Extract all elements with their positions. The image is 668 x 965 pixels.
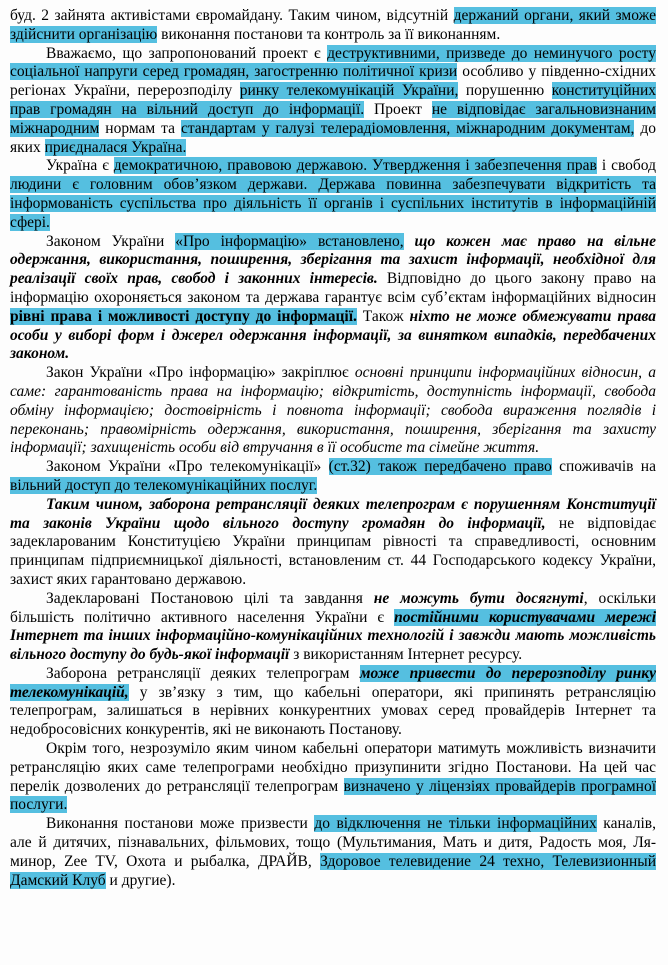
text-run: Проект (364, 100, 432, 118)
text-run (404, 233, 415, 250)
paragraph (10, 458, 656, 496)
text-run: до яких (10, 119, 656, 156)
highlighted-text-run: деструктивними, призведе до неминучого росту соціальної напруги серед громадян, загостренню політичної кризи (10, 44, 656, 81)
text-run: Заборона ретрансляції деяких телепрограм (46, 664, 360, 682)
text-run: і свобод (596, 157, 656, 175)
text-run: не відповідає задекларованим Конституцією України принципам рівності та справедливості, основним принципам підприємницької діяльності, встановленим ст. 44 Господарського кодексу України, захист яких гарантовано державою. (10, 514, 656, 588)
highlighted-text-run: приєдналася Україна. (44, 138, 187, 156)
paragraph (10, 364, 656, 458)
highlighted-text-run: не відповідає загальновизнаним міжнародним (10, 100, 656, 137)
highlighted-text-run: може привести до перерозподілу ринку телекомунікацій, (10, 664, 656, 701)
highlighted-text-run: стандартам у галузі телерадіомовлення, міжнародним документам, (180, 119, 635, 137)
paragraph (10, 740, 656, 815)
text-run: Україна є (46, 157, 114, 175)
paragraph (10, 45, 656, 158)
highlighted-text-run: держаний органи, який зможе здійснити організацію (10, 7, 656, 43)
highlighted-text-run: до відключення не тільки інформаційних (314, 815, 597, 833)
text-run: особливо у південно-східних регіонах України, перерозподілу (10, 63, 656, 100)
highlighted-text-run: конституційних прав громадян на вільний доступ до інформації. (10, 82, 656, 118)
text-run: нормам та (99, 119, 181, 137)
text-run: и другие). (105, 871, 176, 889)
highlighted-text-run: вільний доступ до телекомунікаційних послуг. (10, 476, 318, 494)
paragraph (10, 157, 656, 232)
text-run: буд. 2 зайнята активістами євромайдану. Таким чином, відсутній (10, 7, 454, 24)
paragraph (10, 815, 656, 890)
highlighted-text-run: демократичною, правовою державою. Утвердження і забезпечення прав (113, 157, 597, 175)
highlighted-text-run: рівні права і можливості доступу до інформації. (10, 307, 357, 325)
text-run: Законом України «Про телекомунікації» (46, 458, 329, 476)
highlighted-text-run: Здоровое телевидение 24 техно, Телевизионный Дамский Клуб (10, 852, 656, 889)
text-run: Законом України (46, 232, 176, 250)
text-run: Відповідно до цього закону право на інформацію охороняється законом та держава гарантує всім суб’єктам інформаційних відносин (10, 270, 656, 306)
text-run: Також (356, 307, 410, 325)
highlighted-text-run: людини є головним обов’язком держави. Держава повинна забезпечувати відкритість та інформованість суспільства про діяльність її органів і суспільних інститутів в інформаційній сфері. (10, 176, 656, 231)
highlighted-text-run: ринку телекомунікацій України, (239, 82, 459, 100)
text-run: основні принципи інформаційних відносин, а саме: гарантованість права на інформацію; відкритість, доступність інформації, свобода обміну інформацією; достовірність і повнота інформації; свобода вираження поглядів і переконань; правомірність одержання, використання, поширення, зберігання та захисту інформації; захищеність особи від втручання в її особисте та сімейне життя. (10, 364, 656, 457)
text-run: виконання постанови та контроль за її виконанням. (157, 25, 501, 43)
text-run: споживачів на (551, 458, 656, 476)
paragraph (10, 590, 656, 665)
text-run: Окрім того, незрозуміло яким чином кабельні оператори матимуть можливість визначити ретрансляцію яких саме телепрограми необхідно призупинити згідно Постанови. На цей час перелік дозволених до ретрансляції телепрограм (10, 740, 656, 795)
highlighted-text-run: постійними користувачами мережі (394, 608, 657, 626)
paragraph (10, 665, 656, 740)
text-run: Вважаємо, що запропонований проект є (46, 44, 328, 62)
paragraph (10, 7, 656, 45)
text-run: Виконання постанови може призвести (46, 815, 315, 833)
paragraph (10, 233, 656, 365)
document-body (10, 7, 656, 890)
text-run: Закон України «Про інформацію» закріплює (46, 364, 355, 382)
highlighted-text-run: визначено у ліцензіях провайдерів програмної послуги. (10, 777, 656, 814)
text-run: що кожен має право на вільне одержання, використання, поширення, зберігання та захист інформації, необхідної для реалізації своїх прав, свобод і законних інтересів. (10, 232, 656, 288)
text-run: не можуть бути досягнуті (373, 589, 584, 607)
text-run: ніхто не може обмежувати права особи у виборі форм і джерел одержання інформації, за винятком випадків, передбачених законом. (10, 307, 657, 363)
highlighted-text-run: «Про інформацію» встановлено, (175, 232, 404, 250)
text-run: з використанням Інтернет ресурсу. (289, 646, 523, 664)
highlighted-text-run: (ст.32) також передбачено право (328, 458, 552, 476)
paragraph (10, 496, 656, 590)
text-run: Таким чином, заборона ретрансляції деяких телепрограм є порушенням Конституції та законів України щодо вільного доступу громадян до інформації, (10, 495, 656, 532)
text-run: каналів, але й дитячих, пізнавальних, фільмових, тощо (Мультимания, Мать и дитя, Радость моя, Ля-минор, Zee TV, Охота и рыбалка, ДРАЙВ, (10, 815, 656, 870)
text-run: порушенню (458, 82, 552, 100)
text-run: Інтернет та інших інформаційно-комунікаційних технологій і завжди мають можливість вільного доступу до будь-якої інформації (10, 627, 656, 664)
text-run: , оскільки більшість політично активного населення України є (10, 589, 656, 626)
text-run: Задекларовані Постановою цілі та завдання (46, 589, 374, 607)
text-run: у зв’язку з тим, що кабельні оператори, які припинять ретрансляцію телепрограм, залишаться в нерівних конкурентних умовах серед провайдерів Інтернет та недобросовісних конкурентів, які не виконають Постанову. (10, 683, 656, 739)
